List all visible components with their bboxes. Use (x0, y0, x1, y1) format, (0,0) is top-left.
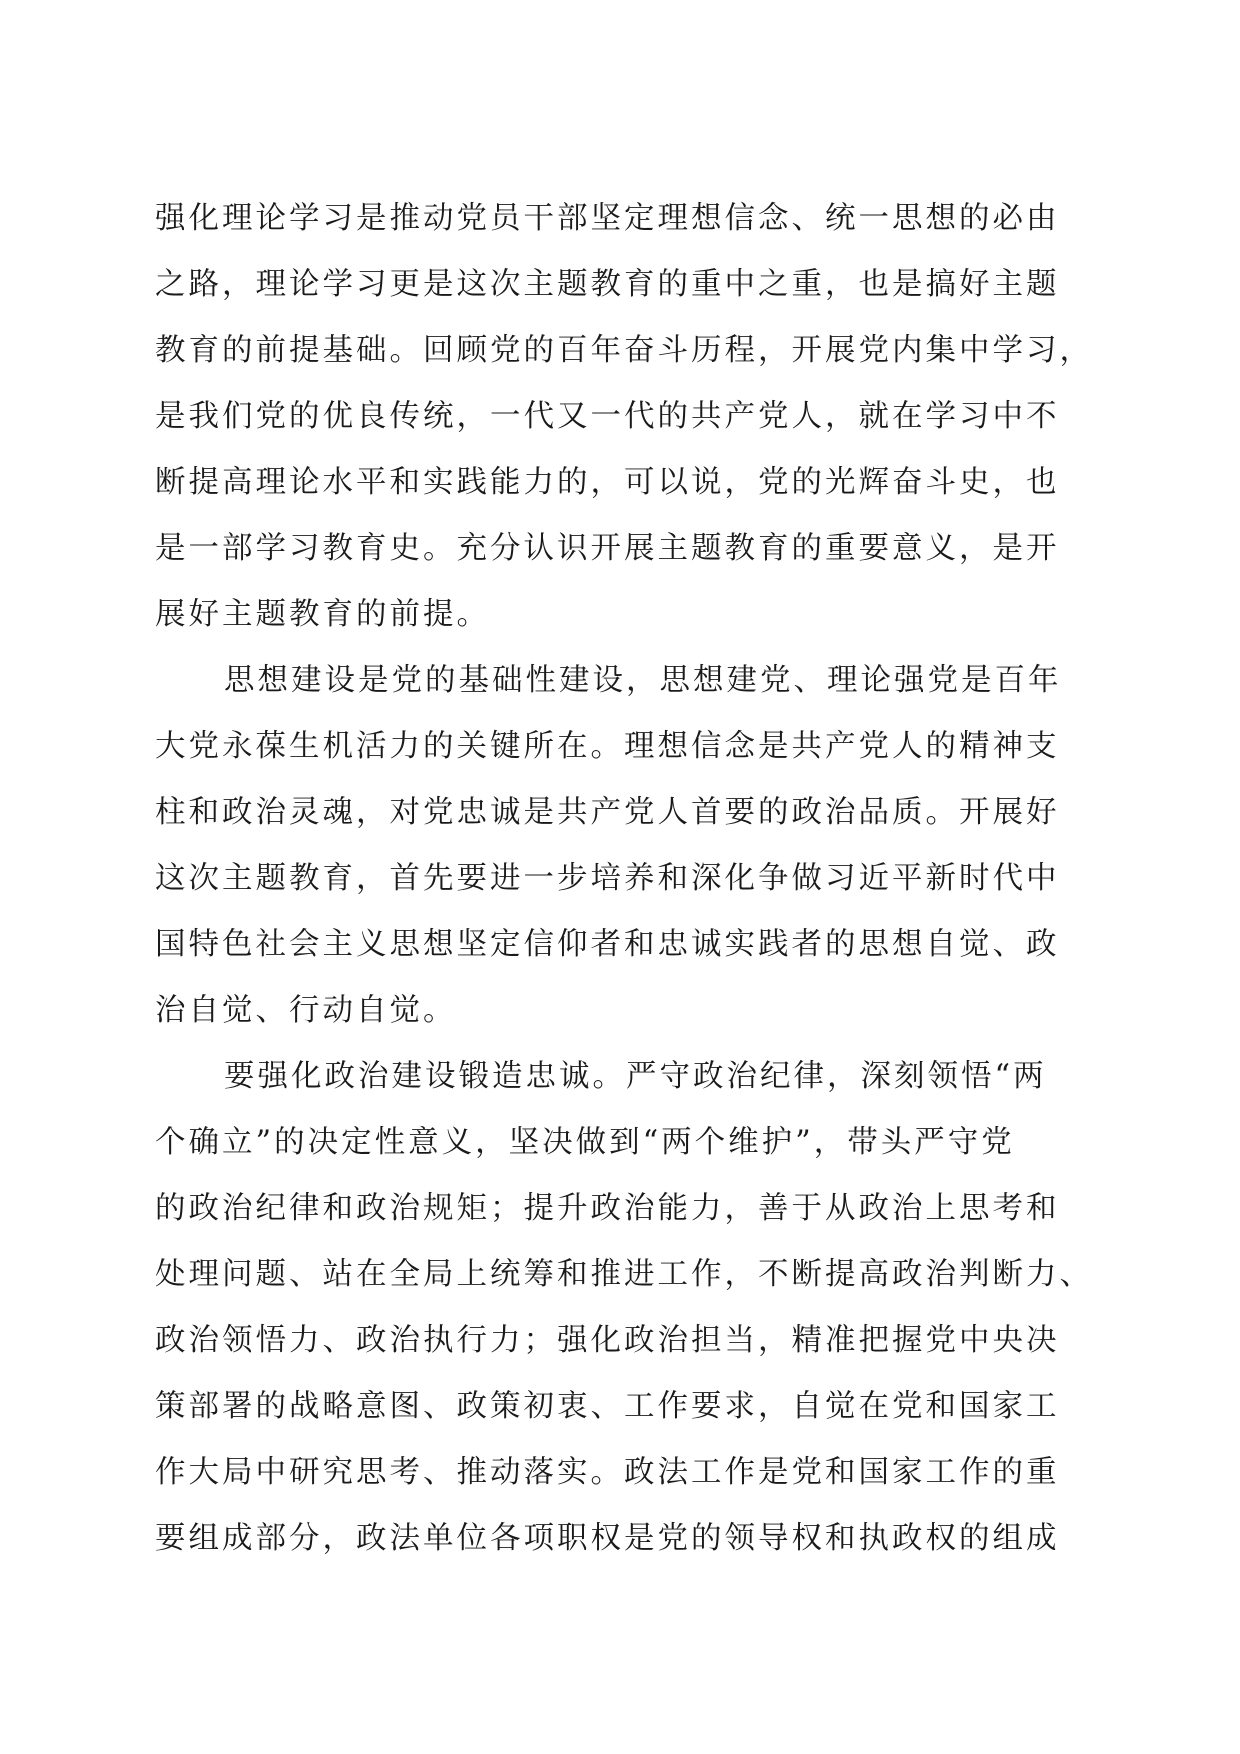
paragraph (155, 648, 1075, 1044)
text-line: 国特色社会主义思想坚定信仰者和忠诚实践者的思想自觉、政 (155, 927, 1060, 962)
text-line: 处理问题、站在全局上统筹和推进工作，不断提高政治判断力、 (155, 1257, 1093, 1292)
text-line: 思想建设是党的基础性建设，思想建党、理论强党是百年 (224, 663, 1062, 698)
text-line: 强化理论学习是推动党员干部坚定理想信念、统一思想的必由 (155, 201, 1060, 236)
text-line: 之路，理论学习更是这次主题教育的重中之重，也是搞好主题 (155, 267, 1060, 302)
document-body (155, 186, 1093, 1572)
text-line: 这次主题教育，首先要进一步培养和深化争做习近平新时代中 (155, 861, 1060, 896)
text-line: 要组成部分，政法单位各项职权是党的领导权和执政权的组成 (155, 1521, 1060, 1556)
text-line: 是一部学习教育史。充分认识开展主题教育的重要意义，是开 (155, 531, 1060, 566)
text-line: 断提高理论水平和实践能力的，可以说，党的光辉奋斗史，也 (155, 465, 1060, 500)
paragraph (155, 186, 1093, 648)
text-line: 作大局中研究思考、推动落实。政法工作是党和国家工作的重 (155, 1455, 1060, 1490)
text-line: 展好主题教育的前提。 (155, 597, 490, 632)
text-line: 大党永葆生机活力的关键所在。理想信念是共产党人的精神支 (155, 729, 1060, 764)
text-line: 是我们党的优良传统，一代又一代的共产党人，就在学习中不 (155, 399, 1060, 434)
text-line: 教育的前提基础。回顾党的百年奋斗历程，开展党内集中学习， (155, 333, 1093, 368)
text-line: 治自觉、行动自觉。 (155, 993, 457, 1028)
text-line: 柱和政治灵魂，对党忠诚是共产党人首要的政治品质。开展好 (155, 795, 1060, 830)
text-line: 策部署的战略意图、政策初衷、工作要求，自觉在党和国家工 (155, 1389, 1060, 1424)
text-line: 的政治纪律和政治规矩；提升政治能力，善于从政治上思考和 (155, 1191, 1060, 1226)
text-line: 政治领悟力、政治执行力；强化政治担当，精准把握党中央决 (155, 1323, 1060, 1358)
text-line: 要强化政治建设锻造忠诚。严守政治纪律，深刻领悟“两 (224, 1059, 1047, 1094)
text-line: 个确立”的决定性意义，坚决做到“两个维护”，带头严守党 (155, 1125, 1015, 1160)
paragraph (155, 1044, 1093, 1572)
